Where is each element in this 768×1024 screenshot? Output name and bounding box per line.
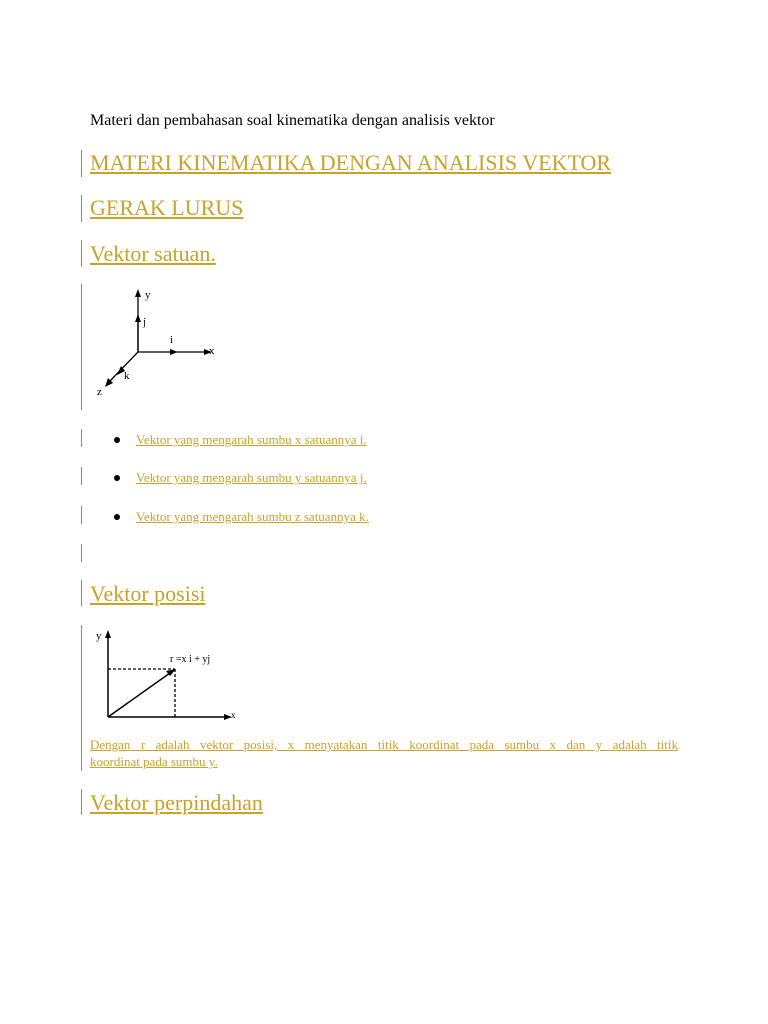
bullet-icon — [114, 475, 120, 481]
margin-bar — [81, 506, 82, 524]
margin-bar — [81, 789, 82, 815]
bullet-text[interactable]: Vektor yang mengarah sumbu x satuannya i. — [136, 432, 367, 447]
margin-bar — [81, 625, 82, 771]
margin-bar — [81, 284, 82, 410]
bullet-text[interactable]: Vektor yang mengarah sumbu z satuannya k. — [136, 509, 369, 524]
label-j: j — [143, 316, 147, 328]
unit-vector-diagram — [90, 286, 230, 401]
heading-vektor-perpindahan[interactable]: Vektor perpindahan — [90, 790, 263, 815]
heading-vektor-posisi[interactable]: Vektor posisi — [90, 581, 206, 606]
label-x: x — [231, 710, 236, 720]
label-z: z — [97, 386, 102, 398]
margin-bar — [81, 150, 82, 177]
bullet-icon — [114, 437, 120, 443]
paragraph-line-1: Dengan r adalah vektor posisi, x menyatakan titik koordinat pada sumbu x dan y adalah titik — [90, 737, 678, 752]
margin-bar — [81, 240, 82, 267]
label-r-expression: r =x i + yj — [170, 654, 211, 665]
margin-bar — [81, 195, 82, 222]
i-arrow — [170, 349, 178, 355]
label-x: x — [209, 345, 215, 357]
y-axis-arrow — [135, 289, 141, 297]
margin-bar — [81, 429, 82, 447]
bullet-icon — [114, 514, 120, 520]
position-vector-diagram — [90, 628, 250, 728]
heading-gerak-lurus[interactable]: GERAK LURUS — [90, 195, 244, 220]
heading-materi[interactable]: MATERI KINEMATIKA DENGAN ANALISIS VEKTOR — [90, 150, 612, 175]
j-arrow — [135, 314, 141, 322]
label-y: y — [145, 289, 151, 301]
margin-bar — [81, 544, 82, 562]
margin-bar — [81, 580, 82, 606]
y-axis-arrow — [105, 630, 111, 638]
paragraph-posisi[interactable] — [90, 736, 678, 770]
label-y: y — [96, 630, 102, 642]
document-title: Materi dan pembahasan soal kinematika dengan analisis vektor — [90, 112, 495, 129]
label-k: k — [124, 370, 130, 382]
label-i: i — [170, 334, 174, 346]
margin-bar — [81, 467, 82, 485]
bullet-text[interactable]: Vektor yang mengarah sumbu y satuannya j. — [136, 470, 367, 485]
r-vector — [108, 673, 170, 717]
heading-vektor-satuan[interactable]: Vektor satuan. — [90, 241, 216, 266]
paragraph-line-2: koordinat pada sumbu y. — [90, 754, 218, 769]
